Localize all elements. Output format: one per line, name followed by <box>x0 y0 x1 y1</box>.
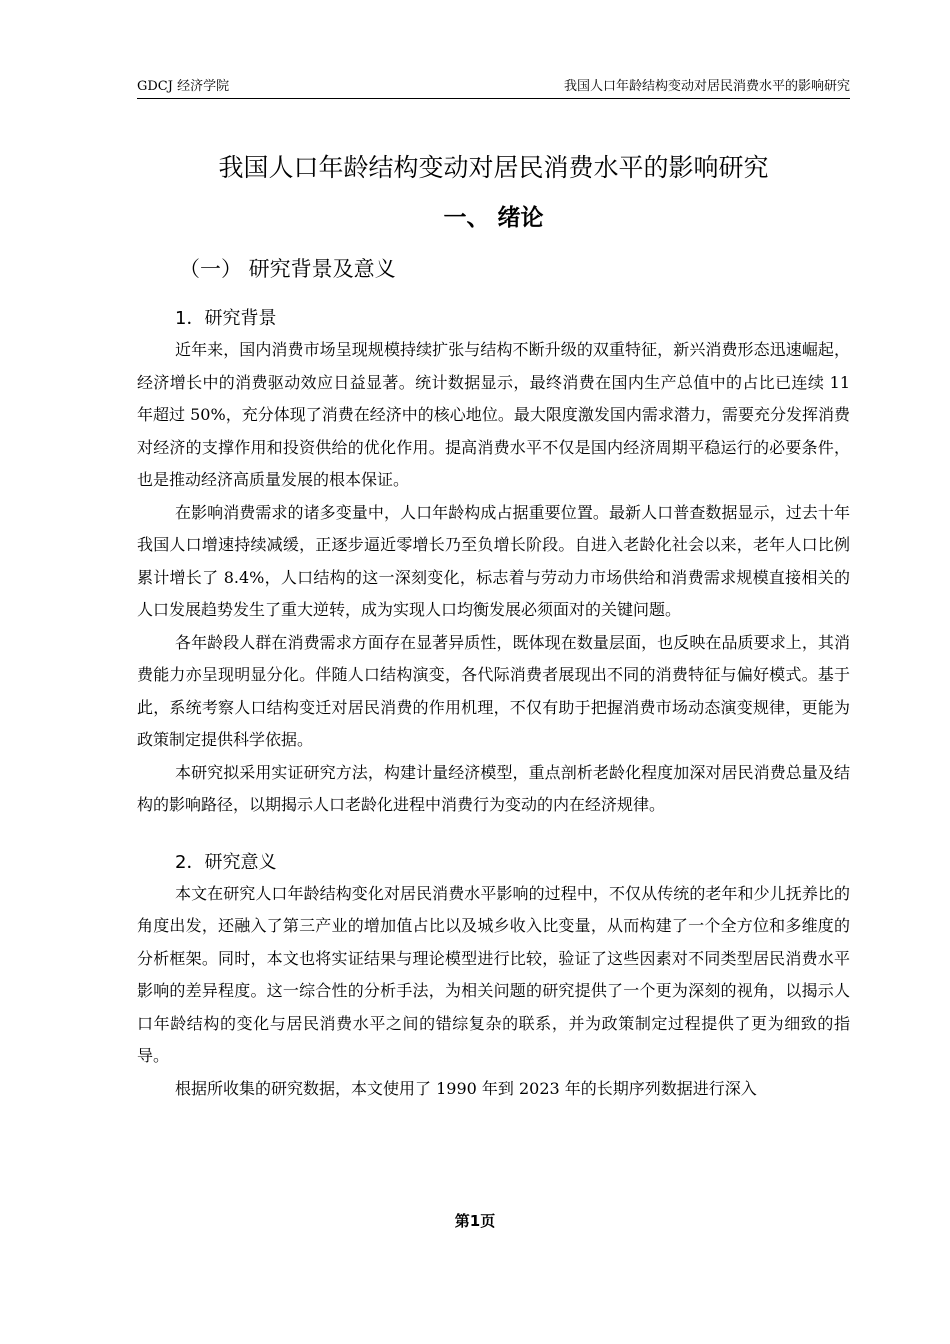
research-background-heading: 1．研究背景 <box>175 308 277 329</box>
section-heading: 一、 绪论 <box>443 205 544 231</box>
body-paragraph: 近年来，国内消费市场呈现规模持续扩张与结构不断升级的双重特征，新兴消费形态迅速崛起，经济增长中的消费驱动效应日益显著。统计数据显示，最终消费在国内生产总值中的占比已连续 11 年超过 50%，充分体现了消费在经济中的核心地位。最大限度激发国内需求潜力，需要充分发挥消费对经济的支撑作用和投资供给的优化作用。提高消费水平不仅是国内经济周期平稳运行的必要条件，也是推动经济高质量发展的根本保证。 <box>137 340 850 489</box>
header-right: 我国人口年龄结构变动对居民消费水平的影响研究 <box>563 79 850 94</box>
header-left: GDCJ 经济学院 <box>137 79 230 94</box>
body-paragraph: 本文在研究人口年龄结构变化对居民消费水平影响的过程中，不仅从传统的老年和少儿抚养比的角度出发，还融入了第三产业的增加值占比以及城乡收入比变量，从而构建了一个全方位和多维度的分析框架。同时，本文也将实证结果与理论模型进行比较，验证了这些因素对不同类型居民消费水平影响的差异程度。这一综合性的分析手法，为相关问题的研究提供了一个更为深刻的视角，以揭示人口年龄结构的变化与居民消费水平之间的错综复杂的联系，并为政策制定过程提供了更为细致的指导。 <box>137 883 850 1065</box>
body-paragraph: 本研究拟采用实证研究方法，构建计量经济模型，重点剖析老龄化程度加深对居民消费总量及结构的影响路径，以期揭示人口老龄化进程中消费行为变动的内在经济规律。 <box>137 762 850 814</box>
subsection-heading: （一） 研究背景及意义 <box>179 257 396 281</box>
page-header <box>137 78 850 99</box>
document-title: 我国人口年龄结构变动对居民消费水平的影响研究 <box>218 153 769 182</box>
page-number: 第1页 <box>454 1212 496 1230</box>
research-significance-heading: 2．研究意义 <box>175 851 277 873</box>
body-paragraph: 根据所收集的研究数据，本文使用了 1990 年到 2023 年的长期序列数据进行深入 <box>175 1078 757 1098</box>
body-paragraph: 各年龄段人群在消费需求方面存在显著异质性，既体现在数量层面，也反映在品质要求上，其消费能力亦呈现明显分化。伴随人口结构演变，各代际消费者展现出不同的消费特征与偏好模式。基于此，系统考察人口结构变迁对居民消费的作用机理，不仅有助于把握消费市场动态演变规律，更能为政策制定提供科学依据。 <box>137 632 850 749</box>
page-body <box>137 140 850 1105</box>
body-paragraph: 在影响消费需求的诸多变量中，人口年龄构成占据重要位置。最新人口普查数据显示，过去十年我国人口增速持续减缓，正逐步逼近零增长乃至负增长阶段。自进入老龄化社会以来，老年人口比例累计增长了 8.4%，人口结构的这一深刻变化，标志着与劳动力市场供给和消费需求规模直接相关的人口发展趋势发生了重大逆转，成为实现人口均衡发展必须面对的关键问题。 <box>137 502 850 619</box>
